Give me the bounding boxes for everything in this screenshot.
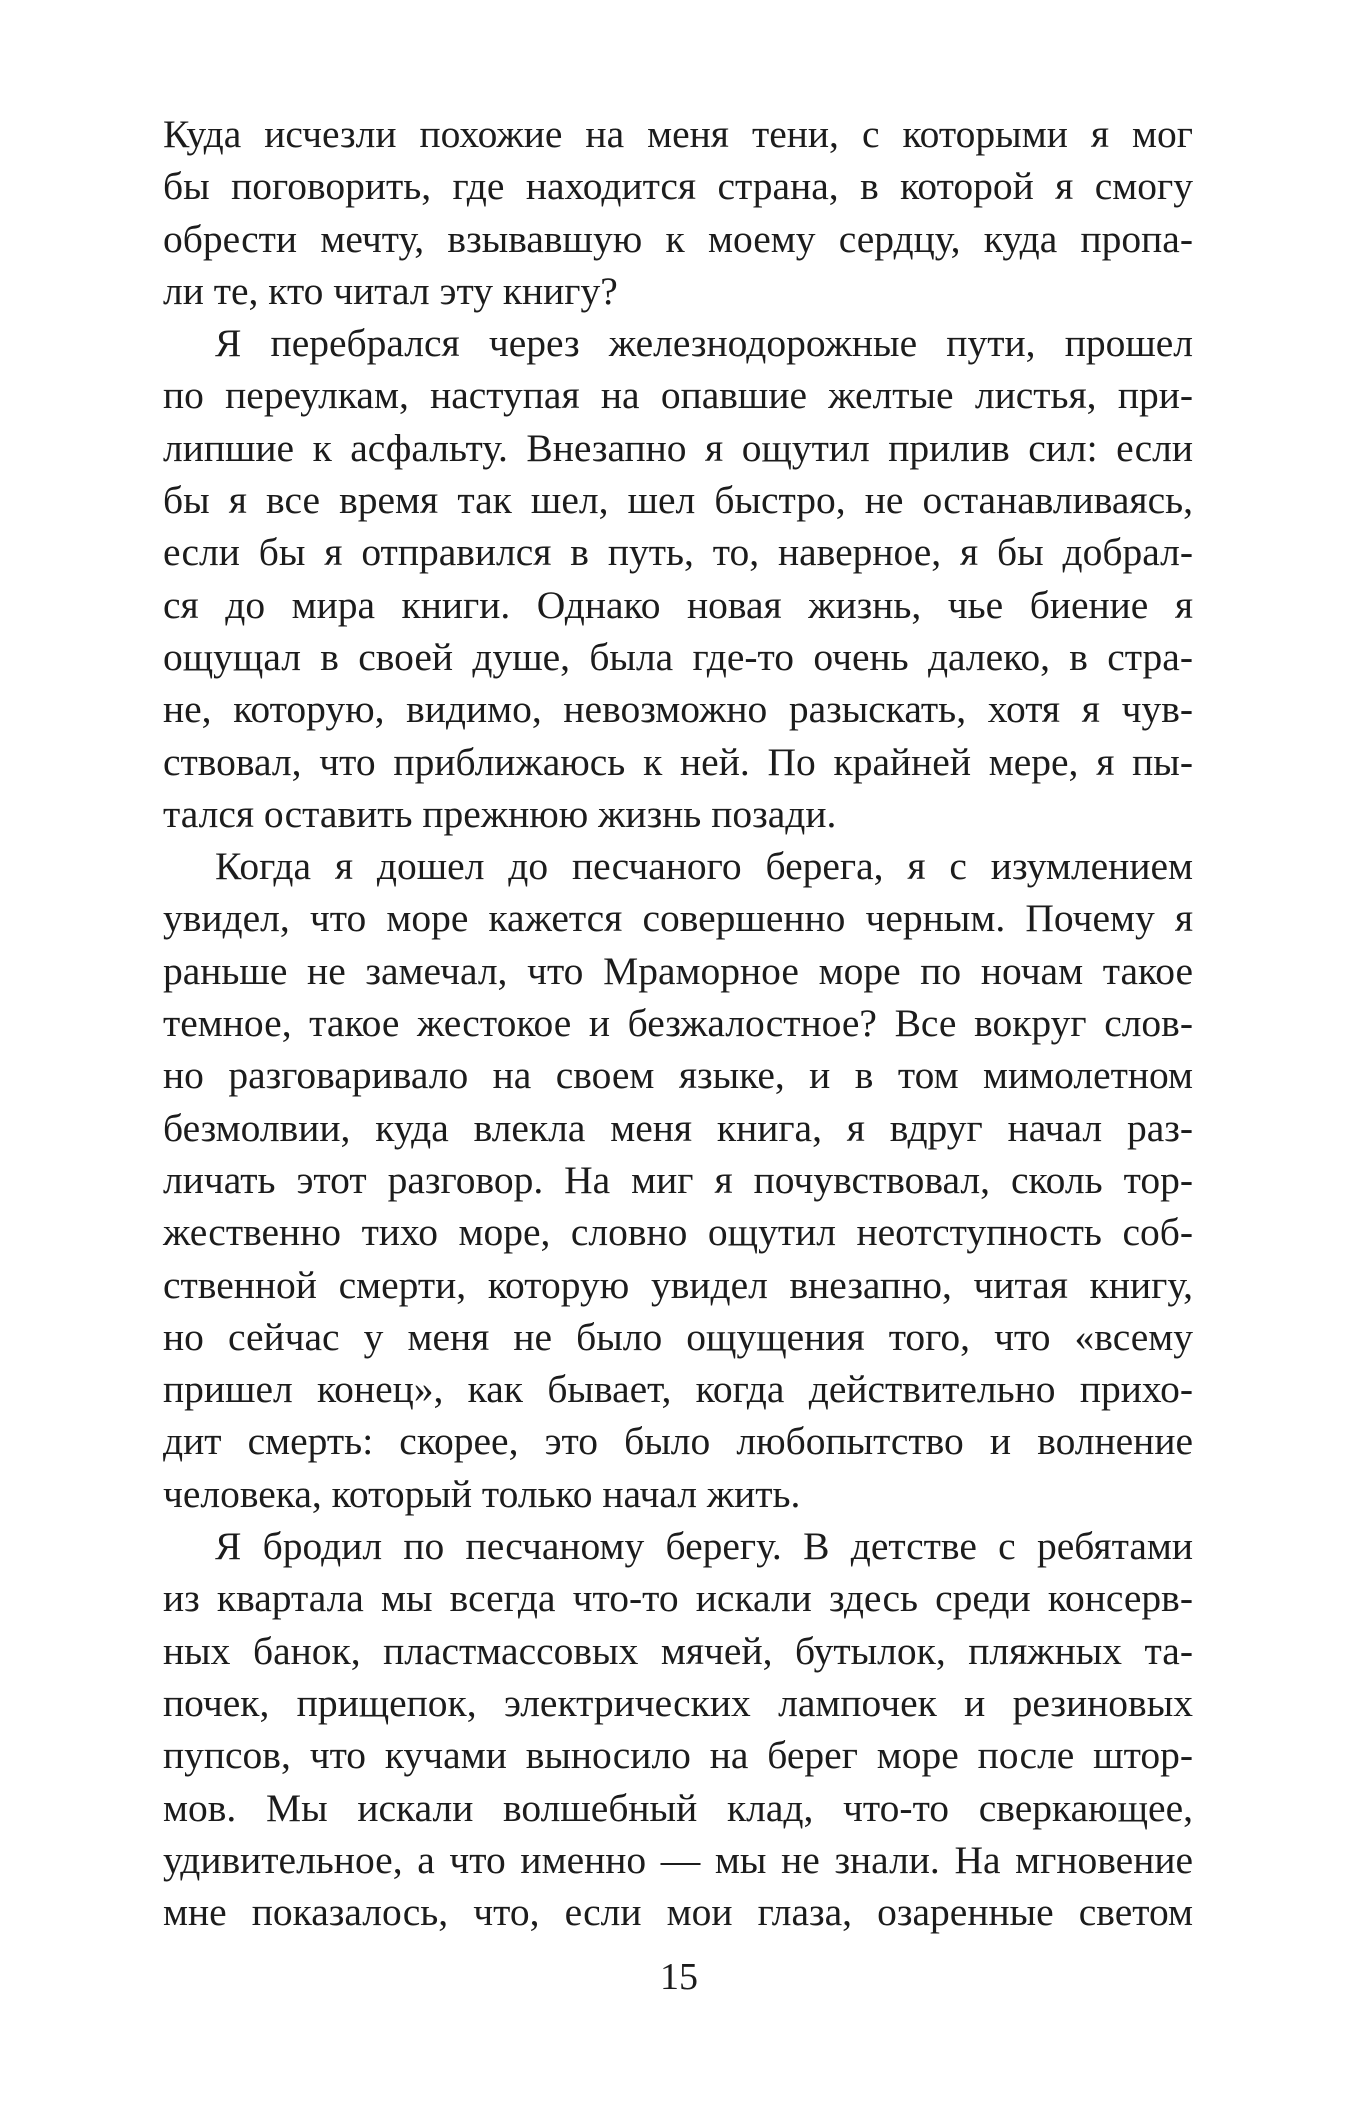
text-line: темное, такое жестокое и безжалостное? Все вокруг слов- (163, 1001, 1193, 1046)
text-line: липшие к асфальту. Внезапно я ощутил прилив сил: если (163, 425, 1193, 470)
text-line: пришел конец», как бывает, когда действительно прихо- (163, 1367, 1193, 1412)
text-line: Когда я дошел до песчаного берега, я с изумлением (215, 844, 1193, 889)
text-line: мов. Мы искали волшебный клад, что-то сверкающее, (163, 1785, 1193, 1830)
text-line: но разговаривало на своем языке, и в том мимолетном (163, 1053, 1193, 1098)
text-line: увидел, что море кажется совершенно черным. Почему я (163, 896, 1193, 941)
text-line: дит смерть: скорее, это было любопытство и волнение (163, 1419, 1193, 1464)
text-line: Я бродил по песчаному берегу. В детстве с ребятами (215, 1524, 1193, 1569)
text-line: личать этот разговор. На миг я почувствовал, сколь тор- (163, 1157, 1193, 1202)
book-page-text (163, 108, 1193, 1938)
text-line: бы я все время так шел, шел быстро, не останавливаясь, (163, 478, 1193, 523)
text-line: ственной смерти, которую увидел внезапно, читая книгу, (163, 1262, 1193, 1307)
text-line: раньше не замечал, что Мраморное море по ночам такое (163, 948, 1193, 993)
text-line: если бы я отправился в путь, то, наверное, я бы добрал- (163, 530, 1193, 575)
paragraph (163, 317, 1193, 840)
text-line: удивительное, а что именно — мы не знали. На мгновение (163, 1837, 1193, 1882)
text-line: по переулкам, наступая на опавшие желтые листья, при- (163, 373, 1193, 418)
text-line: не, которую, видимо, невозможно разыскать, хотя я чув- (163, 687, 1193, 732)
text-line: жественно тихо море, словно ощутил неотступность соб- (163, 1210, 1193, 1255)
text-line: ощущал в своей душе, была где-то очень далеко, в стра- (163, 634, 1193, 679)
text-line: безмолвии, куда влекла меня книга, я вдруг начал раз- (163, 1105, 1193, 1150)
paragraph (163, 840, 1193, 1520)
text-line: ся до мира книги. Однако новая жизнь, чье биение я (163, 582, 1193, 627)
text-line: бы поговорить, где находится страна, в которой я смогу (163, 164, 1193, 209)
paragraph (163, 108, 1193, 317)
text-line: ных банок, пластмассовых мячей, бутылок, пляжных та- (163, 1628, 1193, 1673)
text-line: тался оставить прежнюю жизнь позади. (163, 791, 837, 836)
text-line: почек, прищепок, электрических лампочек и резиновых (163, 1680, 1193, 1725)
text-line: обрести мечту, взывавшую к моему сердцу, куда пропа- (163, 216, 1193, 261)
text-line: ствовал, что приближаюсь к ней. По крайней мере, я пы- (163, 739, 1193, 784)
text-line: из квартала мы всегда что-то искали здесь среди консерв- (163, 1576, 1193, 1621)
text-line: человека, который только начал жить. (163, 1471, 801, 1516)
text-line: ли те, кто читал эту книгу? (163, 268, 618, 313)
text-line: мне показалось, что, если мои глаза, озаренные светом (163, 1890, 1193, 1935)
page-number: 15 (660, 1956, 698, 1998)
text-line: пупсов, что кучами выносило на берег море после штор- (163, 1733, 1193, 1778)
text-line: но сейчас у меня не было ощущения того, что «всему (163, 1314, 1193, 1359)
text-line: Куда исчезли похожие на меня тени, с которыми я мог (163, 112, 1193, 156)
paragraph (163, 1520, 1193, 1938)
text-line: Я перебрался через железнодорожные пути, прошел (215, 321, 1193, 366)
